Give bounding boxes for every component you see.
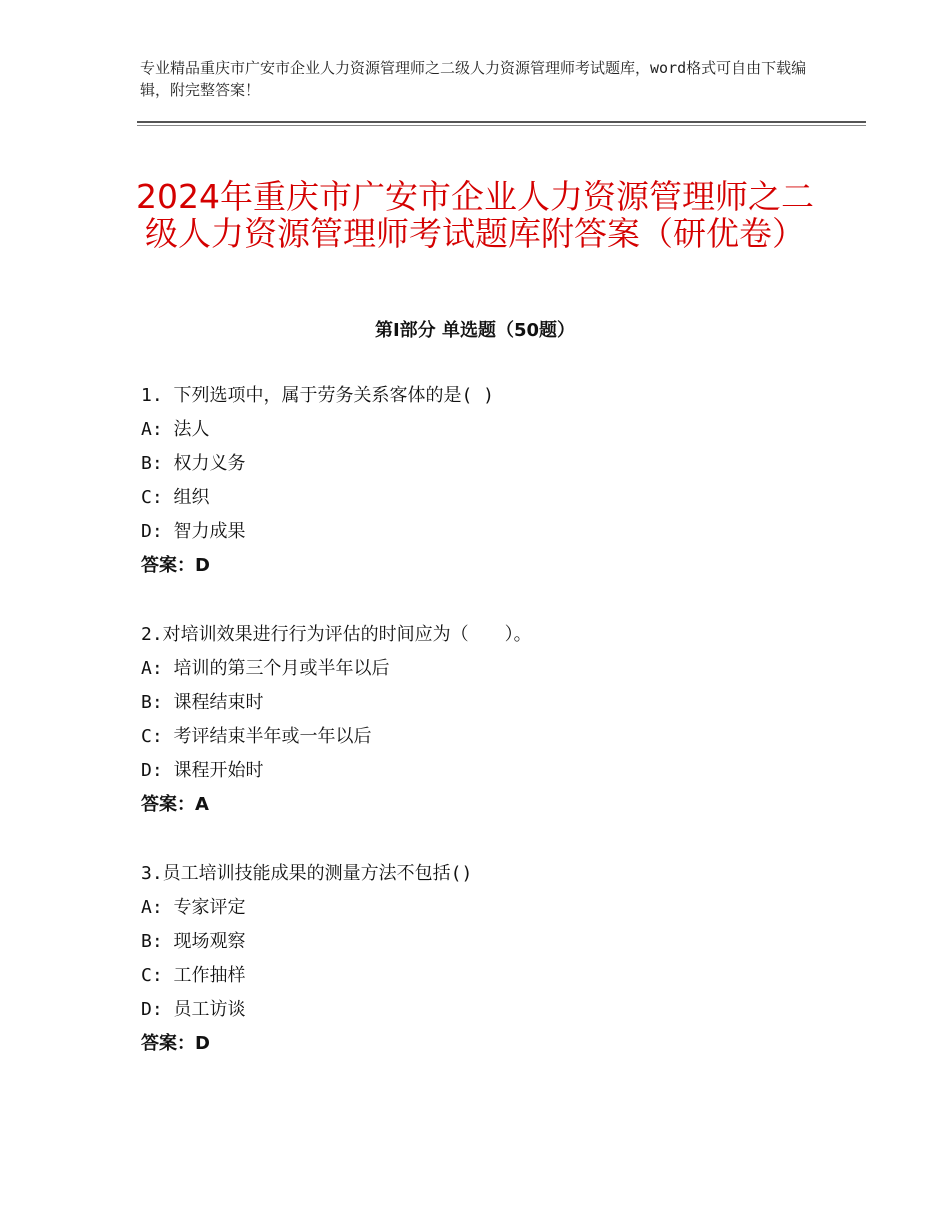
answer-value: A (195, 794, 209, 815)
header-rule-thin (137, 125, 866, 126)
header-rule-thick (137, 121, 866, 123)
answer-label: 答案： (141, 555, 195, 576)
answer-line (141, 1027, 861, 1061)
option-c: C: 考评结束半年或一年以后 (141, 726, 372, 747)
option-a: A: 培训的第三个月或半年以后 (141, 658, 390, 679)
option-d: D: 课程开始时 (141, 760, 264, 781)
answer-label: 答案： (141, 794, 195, 815)
option-b: B: 权力义务 (141, 453, 246, 474)
answer-line (141, 549, 861, 583)
option-d: D: 员工访谈 (141, 999, 246, 1020)
answer-label: 答案： (141, 1033, 195, 1054)
question-1 (141, 379, 861, 583)
question-stem: 3.员工培训技能成果的测量方法不包括() (141, 863, 473, 884)
question-stem: 1. 下列选项中，属于劳务关系客体的是( ) (141, 385, 495, 406)
option-b: B: 现场观察 (141, 931, 246, 952)
question-3 (141, 857, 861, 1061)
section-heading: 第Ⅰ部分 单选题（50题） (374, 320, 575, 341)
question-stem: 2.对培训效果进行行为评估的时间应为（ ）。 (141, 624, 532, 645)
option-c: C: 工作抽样 (141, 965, 246, 986)
option-a: A: 专家评定 (141, 897, 246, 918)
option-b: B: 课程结束时 (141, 692, 264, 713)
option-c: C: 组织 (141, 487, 210, 508)
header-note: 专业精品重庆市广安市企业人力资源管理师之二级人力资源管理师考试题库，word格式可自由下载编辑，附完整答案！ (140, 59, 807, 99)
answer-line (141, 788, 861, 822)
question-2 (141, 618, 861, 822)
answer-value: D (195, 555, 210, 576)
answer-value: D (195, 1033, 210, 1054)
document-title: 2024年重庆市广安市企业人力资源管理师之二级人力资源管理师考试题库附答案（研优卷） (136, 177, 814, 254)
option-d: D: 智力成果 (141, 521, 246, 542)
option-a: A: 法人 (141, 419, 210, 440)
